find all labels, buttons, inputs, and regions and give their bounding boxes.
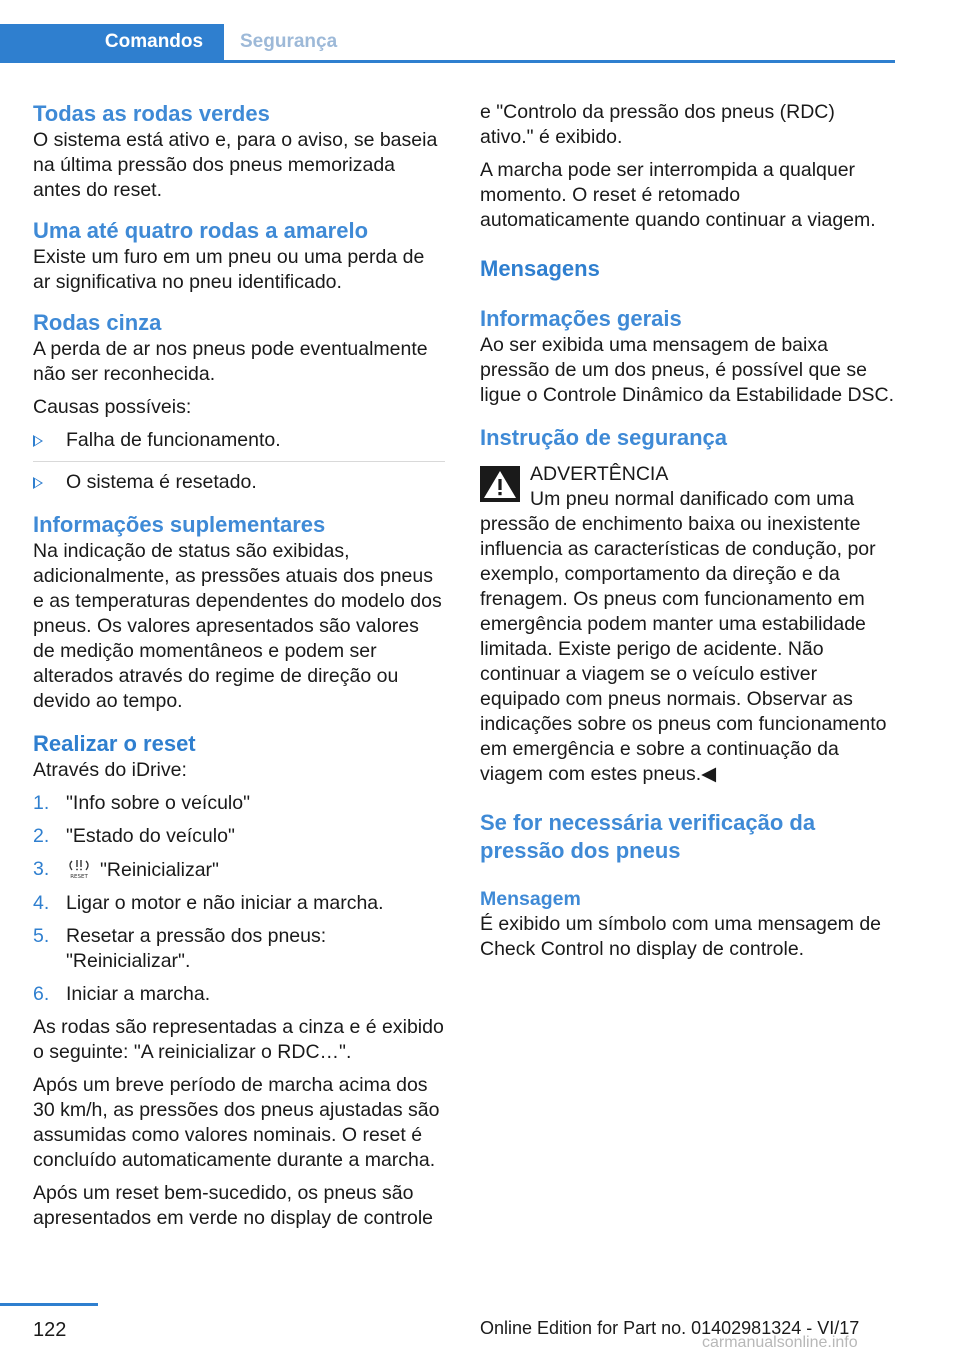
step-item: 6. Iniciar a marcha. [33, 983, 211, 1005]
causes-list [33, 428, 445, 495]
paragraph-todas-verdes: O sistema está ativo e, para o aviso, se baseia na última pressão dos pneus memorizada antes do reset. [33, 129, 438, 201]
step-item: 3. RESET "Reinicializar" [33, 858, 219, 881]
triangle-bullet-icon [33, 435, 43, 447]
watermark: carmanualsonline.info [702, 1334, 858, 1351]
svg-text:RESET: RESET [70, 874, 88, 879]
paragraph-rdc-ativo: e "Controlo da pressão dos pneus (RDC) ativo." é exibido. [480, 101, 835, 148]
paragraph-rodas-cinza: As rodas são representadas a cinza e é exibido o seguinte: "A reinicializar o RDC…". [33, 1016, 444, 1063]
warning-block [480, 462, 900, 487]
paragraph-info-suplementares: Na indicação de status são exibidas, adicionalmente, as pressões atuais dos pneus e as temperaturas dependentes do modelo dos pneus. Os valores apresentados são valores de medição momentâneos e podem ser alterados através do regime de direção ou devido ao tempo. [33, 540, 442, 712]
paragraph-reset-sucedido: Após um reset bem-sucedido, os pneus são apresentados em verde no display de controle [33, 1182, 433, 1229]
heading-cinza: Rodas cinza [33, 310, 162, 335]
paragraph-valores-nominais: Após um breve período de marcha acima dos 30 km/h, as pressões dos pneus ajustadas são assumidas como valores nominais. O reset é concluído automaticamente durante a marcha. [33, 1074, 440, 1171]
step-item: 5. Resetar a pressão dos pneus: "Reinicializar". [33, 925, 327, 972]
paragraph-check-control: É exibido um símbolo com uma mensagem de Check Control no display de controle. [480, 913, 882, 960]
paragraph-interrupcao: A marcha pode ser interrompida a qualquer momento. O reset é retomado automaticamente quando continuar a viagem. [480, 159, 876, 231]
header [0, 24, 895, 62]
step-item: 4. Ligar o motor e não iniciar a marcha. [33, 892, 384, 914]
paragraph-amarelo: Existe um furo em um pneu ou uma perda de ar significativa no pneu identificado. [33, 246, 425, 293]
heading-todas-verdes: Todas as rodas verdes [33, 101, 270, 126]
paragraph-info-gerais: Ao ser exibida uma mensagem de baixa pressão de um dos pneus, é possível que se ligue o Controle Dinâmico da Estabilidade DSC. [480, 334, 895, 406]
step-item: 1. "Info sobre o veículo" [33, 792, 251, 814]
footer-divider [0, 1303, 98, 1306]
right-column [480, 100, 900, 962]
heading-realizar-reset: Realizar o reset [33, 731, 196, 756]
warning-triangle-icon [480, 466, 520, 502]
heading-info-suplementares: Informações suplementares [33, 512, 326, 537]
list-item: O sistema é resetado. [33, 470, 445, 495]
edition-text: Online Edition for Part no. 01402981324 - VI/17 [480, 1318, 860, 1338]
header-divider [0, 60, 895, 63]
reset-icon [66, 857, 92, 879]
triangle-bullet-icon [33, 477, 43, 489]
heading-mensagem: Mensagem [480, 888, 581, 910]
heading-instrucao-seguranca: Instrução de segurança [480, 425, 727, 450]
step-item: 2. "Estado do veículo" [33, 825, 235, 847]
warning-text: Um pneu normal danificado com uma pressão de enchimento baixa ou inexistente influencia as características de condução, por exemplo, comportamento da direção e da frenagem. Os pneus com funcionamento em emergência podem manter uma estabilidade limitada. Existe perigo de acidente. Não continuar a viagem se o veículo estiver equipado com pneus normais. Observar as indicações sobre os pneus com funcionamento em emergência e sobre a continuação da viagem com estes pneus.◀ [480, 488, 887, 785]
tab-comandos[interactable]: Comandos [0, 24, 224, 60]
heading-info-gerais: Informações gerais [480, 306, 682, 331]
left-column [33, 100, 445, 1231]
heading-amarelo: Uma até quatro rodas a amarelo [33, 218, 369, 243]
warning-title: ADVERTÊNCIA [530, 463, 669, 485]
divider [33, 461, 445, 462]
heading-verificacao-pressao: Se for necessária verificação da pressão dos pneus [480, 810, 816, 863]
page-number: 122 [33, 1319, 67, 1341]
causes-label: Causas possíveis: [33, 396, 192, 418]
tab-seguranca[interactable]: Segurança [240, 31, 338, 52]
reset-steps [33, 791, 445, 1007]
heading-mensagens: Mensagens [480, 256, 600, 281]
idrive-intro: Através do iDrive: [33, 759, 187, 781]
paragraph-cinza: A perda de ar nos pneus pode eventualmente não ser reconhecida. [33, 338, 428, 385]
list-item: Falha de funcionamento. [33, 428, 445, 453]
